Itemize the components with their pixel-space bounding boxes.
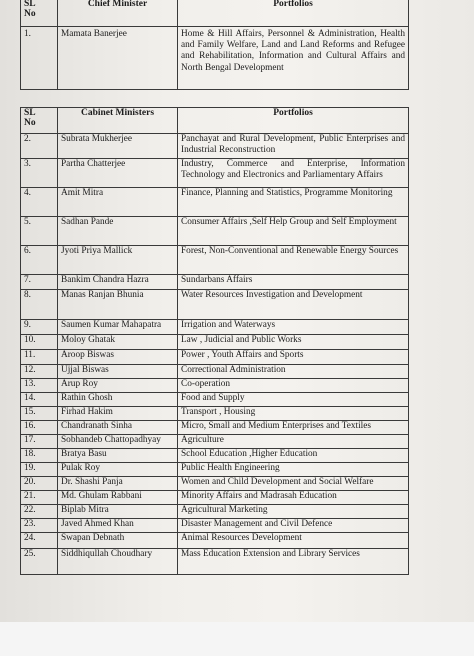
table-row [21,188,409,217]
minister-name-cell: Arup Roy [58,379,178,393]
portfolio-cell: Law , Judicial and Public Works [178,335,409,350]
table-row [21,407,409,421]
sl-number-cell: 13. [21,379,58,393]
minister-name-cell: Md. Ghulam Rabbani [58,491,178,505]
portfolio-cell: Micro, Small and Medium Enterprises and Textiles [178,421,409,435]
portfolio-cell: Minority Affairs and Madrasah Education [178,491,409,505]
sl-number-cell: 7. [21,275,58,290]
table-row [21,275,409,290]
table-row [21,335,409,350]
name-column-header: Cabinet Ministers [58,108,178,134]
table-row [21,246,409,275]
portfolio-cell: Transport , Housing [178,407,409,421]
minister-name-cell: Amit Mitra [58,188,178,217]
sl-number-cell: 23. [21,519,58,533]
portfolio-cell: Co-operation [178,379,409,393]
minister-name-cell: Moloy Ghatak [58,335,178,350]
minister-name-cell: Aroop Biswas [58,350,178,365]
portfolio-cell: Home & Hill Affairs, Personnel & Administration, Health and Family Welfare, Land and Land Reforms and Refugee and Rehabilitation, Information and Cultural Affairs and North Bengal Development [178,27,409,90]
sl-number-cell: 17. [21,435,58,449]
chief-minister-table [20,0,409,90]
table-row [21,320,409,335]
portfolio-cell: Finance, Planning and Statistics, Programme Monitoring [178,188,409,217]
portfolio-cell: Correctional Administration [178,365,409,379]
sl-number-cell: 19. [21,463,58,477]
portfolio-cell: Panchayat and Rural Development, Public Enterprises and Industrial Reconstruction [178,134,409,159]
sl-number-cell: 25. [21,549,58,575]
sl-number-cell: 18. [21,449,58,463]
sl-number-cell: 3. [21,159,58,188]
table-row [21,505,409,519]
minister-name-cell: Bankim Chandra Hazra [58,275,178,290]
sl-number-cell: 11. [21,350,58,365]
table-row [21,217,409,246]
sl-no-header: SL No [21,108,58,134]
page-bottom-margin [0,622,474,656]
table-row [21,365,409,379]
portfolio-cell: Food and Supply [178,393,409,407]
portfolio-cell: Women and Child Development and Social Welfare [178,477,409,491]
minister-name-cell: Bratya Basu [58,449,178,463]
table-row [21,449,409,463]
minister-name-cell: Siddhiqullah Choudhary [58,549,178,575]
minister-name-cell: Swapan Debnath [58,533,178,549]
minister-name-cell: Firhad Hakim [58,407,178,421]
sl-number-cell: 10. [21,335,58,350]
sl-number-cell: 15. [21,407,58,421]
sl-number-cell: 20. [21,477,58,491]
table-row [21,491,409,505]
table-row [21,350,409,365]
table-row [21,519,409,533]
minister-name-cell: Subrata Mukherjee [58,134,178,159]
portfolio-cell: Water Resources Investigation and Development [178,290,409,320]
sl-number-cell: 5. [21,217,58,246]
minister-name-cell: Biplab Mitra [58,505,178,519]
sl-number-cell: 14. [21,393,58,407]
minister-name-cell: Ujjal Biswas [58,365,178,379]
portfolio-cell: Sundarbans Affairs [178,275,409,290]
minister-name-cell: Pulak Roy [58,463,178,477]
minister-name-cell: Partha Chatterjee [58,159,178,188]
table-row [21,435,409,449]
table-row [21,134,409,159]
portfolio-cell: School Education ,Higher Education [178,449,409,463]
sl-number-cell: 24. [21,533,58,549]
portfolio-cell: Industry, Commerce and Enterprise, Information Technology and Electronics and Parliamentary Affairs [178,159,409,188]
minister-name-cell: Saumen Kumar Mahapatra [58,320,178,335]
table-row [21,27,409,90]
portfolio-cell: Forest, Non-Conventional and Renewable Energy Sources [178,246,409,275]
portfolio-cell: Power , Youth Affairs and Sports [178,350,409,365]
table-row [21,477,409,491]
sl-number-cell: 16. [21,421,58,435]
minister-name-cell: Dr. Shashi Panja [58,477,178,491]
minister-name-cell: Rathin Ghosh [58,393,178,407]
sl-number-cell: 2. [21,134,58,159]
portfolio-cell: Public Health Engineering [178,463,409,477]
portfolios-column-header: Portfolios [178,0,409,27]
cabinet-ministers-table [20,107,409,575]
portfolio-cell: Disaster Management and Civil Defence [178,519,409,533]
portfolio-cell: Agriculture [178,435,409,449]
portfolio-cell: Animal Resources Development [178,533,409,549]
minister-name-cell: Manas Ranjan Bhunia [58,290,178,320]
chief-table-body [21,27,409,90]
portfolio-cell: Agricultural Marketing [178,505,409,519]
minister-name-cell: Javed Ahmed Khan [58,519,178,533]
sl-number-cell: 22. [21,505,58,519]
sl-number-cell: 9. [21,320,58,335]
portfolios-column-header: Portfolios [178,108,409,134]
table-row [21,463,409,477]
minister-name-cell: Jyoti Priya Mallick [58,246,178,275]
sl-number-cell: 4. [21,188,58,217]
name-column-header: Chief Minister [58,0,178,27]
sl-number-cell: 21. [21,491,58,505]
table-row [21,393,409,407]
minister-name-cell: Sadhan Pande [58,217,178,246]
sl-no-header: SL No [21,0,58,27]
cabinet-table-body [21,134,409,575]
table-row [21,159,409,188]
minister-name-cell: Mamata Banerjee [58,27,178,90]
minister-name-cell: Sobhandeb Chattopadhyay [58,435,178,449]
portfolio-cell: Consumer Affairs ,Self Help Group and Self Employment [178,217,409,246]
portfolio-cell: Irrigation and Waterways [178,320,409,335]
minister-name-cell: Chandranath Sinha [58,421,178,435]
table-row [21,290,409,320]
table-row [21,379,409,393]
table-row [21,549,409,575]
portfolio-cell: Mass Education Extension and Library Services [178,549,409,575]
sl-number-cell: 1. [21,27,58,90]
sl-number-cell: 8. [21,290,58,320]
table-header-row [21,0,409,27]
table-row [21,421,409,435]
sl-number-cell: 12. [21,365,58,379]
table-header-row [21,108,409,134]
sl-number-cell: 6. [21,246,58,275]
table-row [21,533,409,549]
